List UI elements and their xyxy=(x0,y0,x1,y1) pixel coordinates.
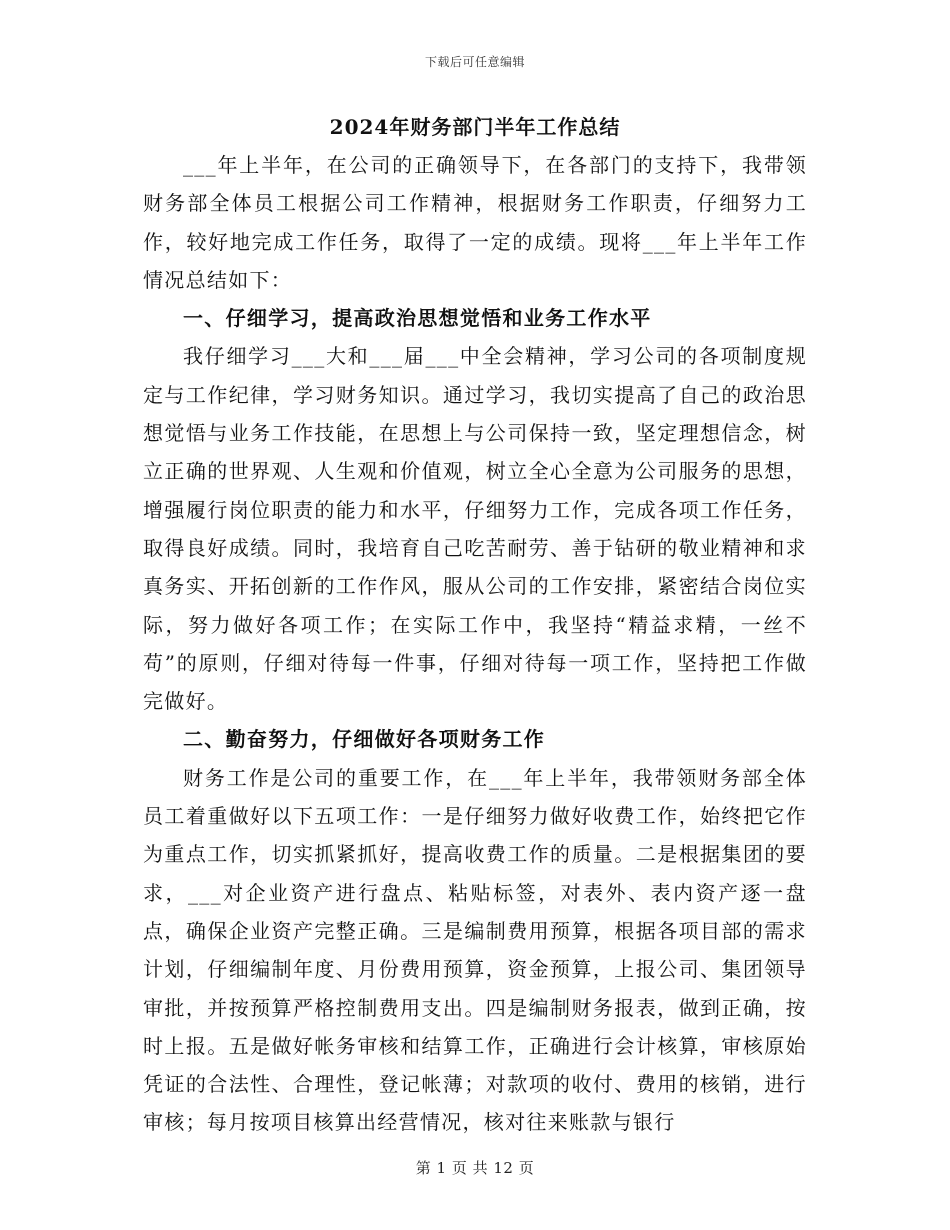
document-title: 2024年财务部门半年工作总结 xyxy=(329,115,621,139)
intro-paragraph: ___年上半年，在公司的正确领导下，在各部门的支持下，我带领财务部全体员工根据公司工作精神，根据财务工作职责，仔细努力工作，较好地完成工作任务，取得了一定的成绩。现将___年上半年工作情况总结如下： xyxy=(143,153,807,292)
document-body xyxy=(143,110,807,1142)
section-1-paragraph: 我仔细学习___大和___届___中全会精神，学习公司的各项制度规定与工作纪律，学习财务知识。通过学习，我切实提高了自己的政治思想觉悟与业务工作技能，在思想上与公司保持一致，坚定理想信念，树立正确的世界观、人生观和价值观，树立全心全意为公司服务的思想，增强履行岗位职责的能力和水平，仔细努力工作，完成各项工作任务，取得良好成绩。同时，我培育自己吃苦耐劳、善于钻研的敬业精神和求真务实、开拓创新的工作作风，服从公司的工作安排，紧密结合岗位实际，努力做好各项工作；在实际工作中，我坚持“精益求精，一丝不苟”的原则，仔细对待每一件事，仔细对待每一项工作，坚持把工作做完做好。 xyxy=(143,344,807,714)
section-1-heading: 一、仔细学习，提高政治思想觉悟和业务工作水平 xyxy=(183,306,652,331)
section-2-paragraph: 财务工作是公司的重要工作，在___年上半年，我带领财务部全体员工着重做好以下五项工作：一是仔细努力做好收费工作，始终把它作为重点工作，切实抓紧抓好，提高收费工作的质量。二是根据集团的要求，___对企业资产进行盘点、粘贴标签，对表外、表内资产逐一盘点，确保企业资产完整正确。三是编制费用预算，根据各项目部的需求计划，仔细编制年度、月份费用预算，资金预算，上报公司、集团领导审批，并按预算严格控制费用支出。四是编制财务报表，做到正确，按时上报。五是做好帐务审核和结算工作，正确进行会计核算，审核原始凭证的合法性、合理性，登记帐薄；对款项的收付、费用的核销，进行审核；每月按项目核算出经营情况，核对往来账款与银行 xyxy=(143,765,807,1135)
page-number-footer: 第 1 页 共 12 页 xyxy=(415,1159,535,1177)
section-2-heading: 二、勤奋努力，仔细做好各项财务工作 xyxy=(183,727,546,752)
download-editable-note: 下载后可任意编辑 xyxy=(424,55,525,69)
